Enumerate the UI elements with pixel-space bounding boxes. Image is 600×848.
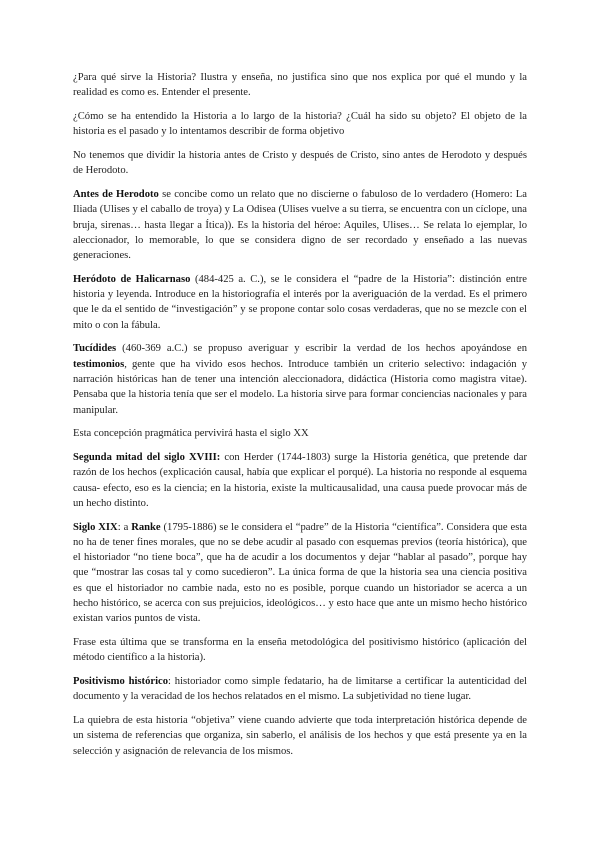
paragraph-text: ¿Para qué sirve la Historia? Ilustra y enseña, no justifica sino que nos explica por qué el mundo y la realidad es como es. Entender el presente. [73,72,527,99]
paragraph-text: La quiebra de esta historia “objetiva” viene cuando advierte que toda interpretación histórica depende de un sistema de referencias que organiza, sin saberlo, el análisis de los hechos y que está presente ya en la selección y asignación de relevancia de los mismos. [73,714,527,757]
paragraph-18th-century [73,450,527,511]
paragraph-lead: Segunda mitad del siglo XVIII: [73,451,221,463]
document-page [73,70,527,767]
paragraph-positivism [73,674,527,705]
paragraph-thucydides [73,341,527,417]
paragraph-division [73,148,527,179]
paragraph-text: (484-425 a. C.), se le considera el “padre de la Historia”: distinción entre historia y leyenda. Introduce en la historiografía el interés por la averiguación de la verdad. Es el primero que le da el sentido de “investigación” y se propone contar solo cosas verdaderas, que no se mezcle con el mito o con la fábula. [73,273,527,331]
paragraph-text: se concibe como un relato que no discierne o fabuloso de lo verdadero (Homero: La Iliada (Ulises y el caballo de troya) y La Odisea (Ulises vuelve a su tierra, se encuentra con un cíclope, una bruja, sirenas… hasta llegar a Ítica)). Es la historia del héroe: Aquiles, Ulises… Se relata lo ejemplar, lo aleccionador, lo memorable, lo que se considera digno de ser recordado y enseñado a las nuevas generaciones. [73,188,527,262]
paragraph-lead: Antes de Herodoto [73,188,159,200]
paragraph-lead: Siglo XIX [73,521,118,533]
paragraph-lead: testimonios [73,358,125,370]
paragraph-methodology [73,635,527,666]
paragraph-purpose [73,70,527,101]
paragraph-herodotus [73,272,527,333]
paragraph-text: No tenemos que dividir la historia antes de Cristo y después de Cristo, sino antes de Herodoto y después de Herodoto. [73,149,527,177]
paragraph-text: : historiador como simple fedatario, ha de limitarse a certificar la autenticidad del documento y la veracidad de los hechos relatados en el mismo. La subjetividad no tiene lugar. [73,676,527,703]
paragraph-lead: Tucídides [73,343,117,355]
paragraph-text: (1795-1886) se le considera el “padre” de la Historia “científica”. Considera que esta no ha de tener fines morales, que no se debe acudir al pasado con esquemas previos (teoría histórica), que el historiador “no tiene boca”, que ha de acudir a los documentos y dejar “hablar al pasado”, porque hay que “mostrar las cosas tal y como sucedieron”. La única forma de que la historia sea una ciencia positiva es que el historiador no cambie nada, esto no es posible, porque cuando un historiador se acerca a un hecho histórico, se acerca con sus prejuicios, ideológicos… y esto hace que ante un mismo hecho histórico existan varios puntos de vista. [73,521,527,625]
paragraph-text: , gente que ha vivido esos hechos. Introduce también un criterio selectivo: indagación y narración históricas han de tener una intención aleccionadora, didáctica (Historia como magistra vitae). Pensaba que la historia tenía que ser el modelo. La historia sirve para formar conciencias nacionales y para manipular. [73,358,527,416]
paragraph-understanding [73,109,527,140]
paragraph-text: con Herder (1744-1803) surge la Historia genética, que pretende dar razón de los hechos (explicación causal, había que explicar el porqué). La historia no responde al esquema causa- efecto, eso es la ciencia; en la historia, existe la multicausalidad, una causa puede provocar más de un hecho distinto. [73,451,528,509]
paragraph-text: Esta concepción pragmática pervivirá hasta el siglo XX [73,428,309,440]
paragraph-text: Frase esta última que se transforma en la enseña metodológica del positivismo histórico (aplicación del método científico a la historia). [73,637,527,664]
paragraph-19th-century [73,520,527,627]
paragraph-lead: Ranke [131,521,161,533]
paragraph-text: ¿Cómo se ha entendido la Historia a lo largo de la historia? ¿Cuál ha sido su objeto? El objeto de la historia es el pasado y lo intentamos describir de forma objetivo [73,110,527,138]
paragraph-objective-history [73,713,527,759]
paragraph-pragmatic [73,426,527,441]
paragraph-text: (460-369 a.C.) se propuso averiguar y escribir la verdad de los hechos apoyándose en [116,343,527,355]
paragraph-text: : a [117,521,132,533]
paragraph-lead: Heródoto de Halicarnaso [73,273,191,285]
paragraph-before-herodotus [73,187,527,263]
paragraph-lead: Positivismo histórico [73,676,169,687]
